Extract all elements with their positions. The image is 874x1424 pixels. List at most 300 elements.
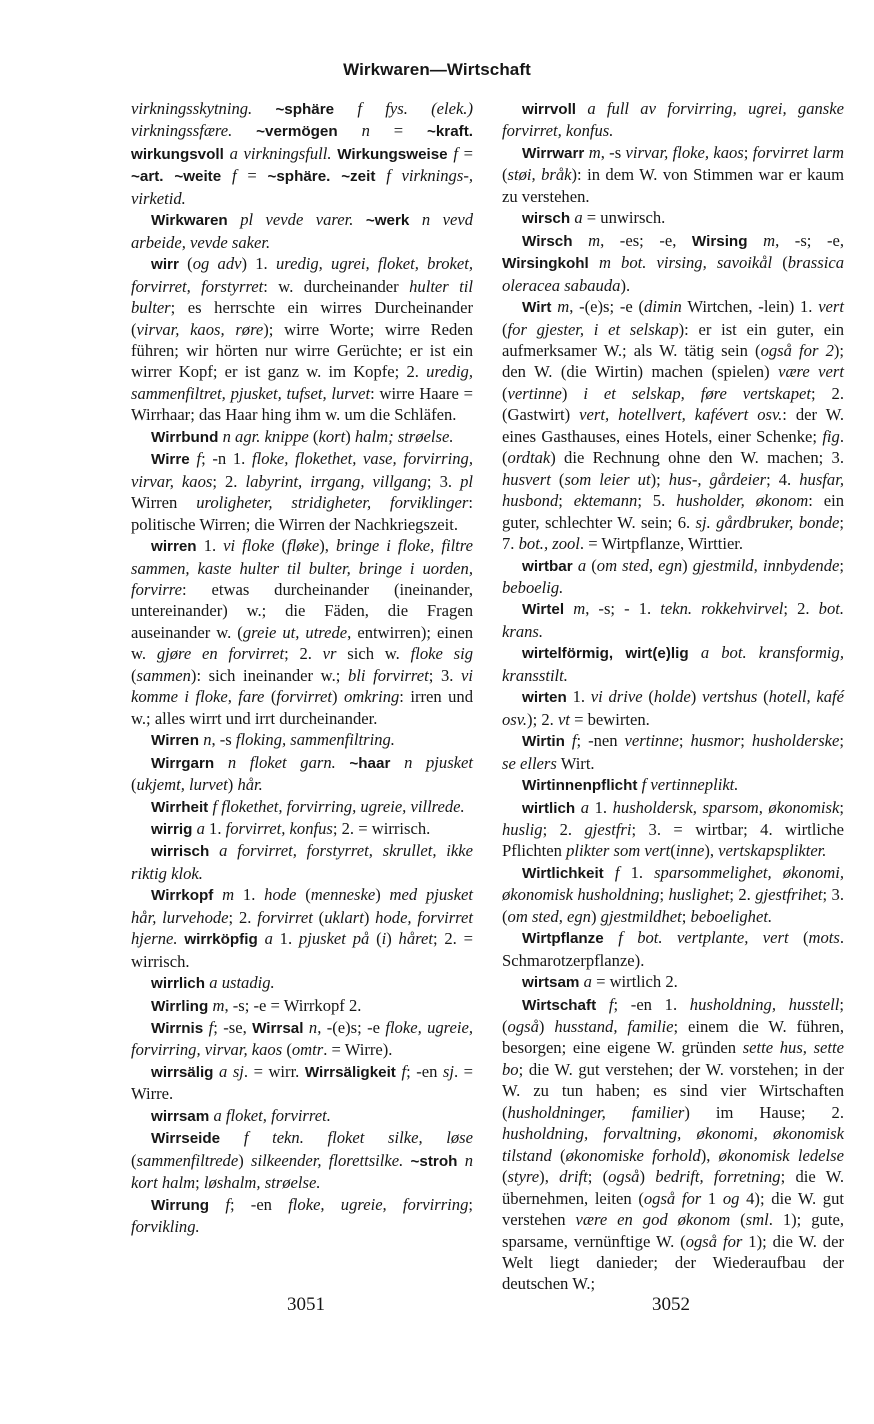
translation-text: floke sig [410,644,473,664]
entry-text: , -(e)s; -e ( [569,297,645,317]
entry-text: ; [839,555,844,575]
translation-text: husholdninger, familier [507,1102,685,1122]
entry-text: ); wirre Worte; wirre Reden führen; wir hörten nur wirre Gerüchte; er ist ein wirrer Kopf; er ist ganz w. im Kopfe; 2. [131,319,473,382]
translation-text: f [225,1194,230,1214]
translation-text: uroligheter, stridigheter, forviklinger [196,493,469,513]
headword: wirrisch [151,843,220,861]
headword: Wirtinnenpflicht [522,777,642,795]
dictionary-entry [502,98,844,142]
entry-text: = [369,121,427,141]
headword: Wirrsäligkeit [304,1063,402,1081]
translation-text: a forvirret, forstyrret, skrullet, ikke riktig klok. [131,841,473,883]
entry-text: 1. [619,862,655,882]
dictionary-entry [131,995,473,1017]
translation-text: a [196,818,205,838]
dictionary-entry [502,774,844,796]
entry-text: : w. durcheinander [263,276,410,296]
headword: ~art. [131,168,175,186]
entry-text: ( [281,536,287,556]
entry-text: ( [502,165,508,185]
translation-text: f [453,143,458,163]
translation-text: omkring [343,687,400,707]
translation-text: sammenfiltrede [136,1150,239,1170]
translation-text: omtr [291,1040,324,1060]
translation-text: også [507,1017,539,1037]
dictionary-entry [502,797,844,862]
dictionary-entry [131,840,473,884]
translation-text: og adv [192,254,242,274]
left-column [131,98,473,1238]
entry-text: ) [639,1167,656,1187]
translation-text: hode, forvirret hjerne. [131,907,474,949]
entry-text: ), [704,841,719,861]
translation-text: forvirret [257,907,319,927]
translation-text: floke, flokethet, vase, forvirring, virvar, kaos [131,449,473,491]
entry-text: ; [839,731,845,751]
headword: Wirkungsweise [337,145,454,163]
translation-text: pl [460,471,473,491]
headword: wirtlich [522,799,581,817]
translation-text: f bot. vertplante, vert [618,928,803,948]
translation-text: forvirret [276,687,333,707]
headword: Wirt [522,299,558,317]
translation-text: som leier ut [564,469,651,489]
entry-text: ) im Hause; 2. [684,1102,844,1122]
translation-text: floke, ugreie, forvirring, virvar, kaos [131,1018,474,1060]
headword: wirrsälig [151,1063,220,1081]
headword: Wirrheit [151,798,213,816]
entry-text: ); [650,469,669,489]
entry-text: : wirre Haare = Wirrhaar; das Haar hing ihm w. um die Schläfen. [131,383,473,425]
translation-text: hår. [237,775,263,795]
translation-text: f [608,994,614,1014]
entry-text: ; -en [406,1061,443,1081]
entry-text: ( [502,383,508,403]
entry-text: : politische Wirren; die Wirren der Nachkriegszeit. [131,493,473,534]
entry-text: ( [802,928,809,948]
entry-text: ): in dem W. von Stimmen war er kaum zu verstehen. [502,165,844,206]
translation-text: f [614,862,620,882]
entry-text: ( [131,1150,137,1170]
translation-text: a bot. kransformig, kransstilt. [502,643,844,685]
dictionary-entry [131,972,473,994]
entry-text: ) [345,426,355,446]
entry-text: , -s; -e, [775,230,844,250]
translation-text: vi drive [590,687,649,707]
translation-text: huslig [502,819,543,839]
entry-text: ). [620,275,631,295]
entry-text: , -s [600,142,626,162]
headword: Wirrbund [151,428,223,446]
entry-text: ; 2. = wirrisch. [131,929,473,971]
translation-text: og [722,1188,740,1208]
dictionary-entry [131,752,473,796]
entry-text: ; 3. [426,471,461,491]
entry-text: 1. [234,885,265,905]
entry-text: ( [502,1167,508,1187]
entry-text: ; [681,906,691,926]
entry-text: ; 2. [284,644,323,664]
headword: ~stroh [410,1152,465,1170]
page-number-right: 3052 [652,1294,690,1315]
entry-text: 4); die W. gut verstehen [502,1188,845,1230]
translation-text: håret [398,929,433,949]
headword: Wirrung [151,1196,226,1214]
entry-text: , -es; -e, [600,230,692,250]
entry-text: ; [468,1194,473,1214]
entry-text: . ( [502,426,844,468]
translation-text: uredig, sammenfiltret, pjusket, tufset, lurvet [131,362,473,403]
translation-text: i et selskap, føre vertskapet [583,383,811,403]
translation-text: n pjusket [404,752,473,772]
translation-text: vertskapsplikter. [718,841,827,861]
entry-text: 1. [589,797,613,817]
entry-text: ( [131,665,137,685]
entry-text: ) [238,1150,252,1170]
translation-text: husholdning, husstell [689,994,840,1014]
entry-text: ( [270,687,277,707]
translation-text: a floket, forvirret. [213,1105,331,1125]
entry-text: ; ( [587,1167,609,1187]
translation-text: gjestmildhet [600,906,682,926]
entry-text: ): sich ineinander w.; [190,665,348,685]
translation-text: beboelighet. [690,906,773,926]
headword: wirr [151,256,188,274]
translation-text: sj. gårdbruker, bonde [695,512,840,532]
entry-text: ; 3. = wirtbar; 4. wirtliche Pflichten [502,819,844,861]
entry-text: ) [363,907,376,927]
translation-text: om sted, egn [596,555,683,575]
headword: Wirsingkohl [502,255,599,273]
translation-text: ukjemt, lurvet [136,775,228,795]
entry-text: ( [305,885,311,905]
entry-text: . = Wirtpflanze, Wirttier. [579,534,744,554]
translation-text: vi floke [223,536,282,556]
headword: Wirtlichkeit [522,864,615,882]
translation-text: også for 2 [760,340,834,360]
translation-text: forvirret larm [752,142,844,162]
translation-text: uklart [324,907,364,927]
entry-text: ; 2. (Gastwirt) [502,383,844,425]
headword: wirrvoll [522,101,588,118]
translation-text: drift [559,1167,588,1187]
dictionary-entry [502,971,844,993]
entry-text: ; einem die W. führen, besorgen; eine eigene W. gründen [502,1017,844,1058]
translation-text: floke, ugreie, forvirring [288,1194,469,1214]
dictionary-entry [131,535,473,729]
entry-text: ) [561,383,584,403]
translation-text: om sted, egn [507,906,591,926]
entry-text: ); 2. [527,709,558,729]
entry-text: ; ( [502,994,844,1037]
translation-text: n vevd arbeide, vevde saker. [131,210,473,252]
entry-text: ; es herrschte ein wirres Durcheinander ( [131,298,473,339]
dictionary-entry [131,1017,473,1061]
running-head: Wirkwaren—Wirtschaft [343,60,531,79]
dictionary-entry [131,1194,473,1238]
dictionary-entry [131,448,473,535]
entry-text: ( [730,1210,746,1230]
translation-text: vert, hotellvert, kafévert osv. [579,405,783,425]
translation-text: a [264,929,273,949]
translation-text: huslighet [668,885,730,905]
translation-text: løshalm, strøelse. [203,1173,321,1193]
dictionary-entry [502,862,844,927]
translation-text: forvikling. [131,1217,200,1237]
translation-text: husmor [690,731,741,751]
entry-text: : der W. eines Gasthauses, eines Hotels, einer Schenke; [502,405,844,446]
dictionary-entry [502,555,844,599]
translation-text: m [763,230,776,250]
translation-text: gjestfrihet [755,885,823,905]
translation-text: menneske [310,885,376,905]
translation-text: a ustadig. [209,973,275,993]
translation-text: i [381,929,387,949]
headword: Wirrseide [151,1130,244,1148]
headword: wirkungsvoll [131,145,230,163]
headword: Wirrnis [151,1020,209,1038]
translation-text: vertinne [507,383,562,403]
translation-text: sette hus, sette bo [502,1038,844,1079]
translation-text: også for [685,1231,743,1251]
translation-text: labyrint, irrgang, villgang [245,471,427,491]
translation-text: n kort halm [131,1150,473,1193]
translation-text: a [577,555,587,575]
translation-text: husholdning, forvaltning, økonomi, økonomisk tilstand [502,1124,844,1165]
right-column [502,98,844,1295]
translation-text: n [308,1018,318,1038]
entry-text: ; 3. [428,665,462,685]
translation-text: styre [507,1167,540,1187]
translation-text: virkningsskytning. [131,99,276,118]
entry-text: = wirtlich 2. [591,972,678,992]
translation-text: for gjester, i et selskap [507,319,679,339]
translation-text: se ellers [502,753,557,773]
translation-text: vt [557,709,570,729]
entry-text: ; 4. [766,469,800,489]
entry-text: ) [590,906,601,926]
entry-text: ) [682,555,693,575]
translation-text: vert [818,297,844,317]
entry-text: ; 2. [228,907,258,927]
headword: wirtsam [522,974,584,992]
translation-text: hotell, kafé osv. [502,687,845,729]
entry-text: ) [375,885,390,905]
entry-text: ; 7. [502,512,844,554]
translation-text: a [583,972,592,992]
translation-text: n agr. knippe [222,426,313,446]
translation-text: vertinne [624,731,679,751]
headword: ~weite [174,168,232,186]
entry-text: = bewirten. [569,709,650,729]
headword: Wirtel [522,601,574,619]
entry-text: = [457,143,473,163]
translation-text: halm; strøelse. [354,426,454,446]
headword: Wirsing [691,232,764,250]
translation-text: husstand, familie [554,1017,674,1037]
entry-text: ( [312,426,319,446]
entry-text: ; [678,731,691,751]
translation-text: gjestfri [584,819,632,839]
headword: Wirrsal [252,1020,309,1038]
dictionary-entry [131,818,473,840]
entry-text: ) [332,687,344,707]
entry-text: ) [386,929,399,949]
entry-text: ; 2. [783,599,819,619]
dictionary-entry [131,426,473,448]
headword: ~kraft. [426,123,473,141]
entry-text: , -s [211,730,236,750]
headword: wirrköpfig [184,931,265,949]
translation-text: økonomiske forhold [565,1145,701,1165]
translation-text: bot. krans. [502,599,844,641]
translation-text: husfar, husbond [502,469,844,511]
translation-text: n [361,121,370,141]
entry-text: ; 2. = wirrisch. [332,818,431,838]
translation-text: være en god økonom [575,1210,731,1230]
entry-text: ; [659,885,669,905]
translation-text: a [574,208,583,228]
headword: Wirren [151,732,204,750]
entry-text: ; [740,731,752,751]
translation-text: støi, bråk [507,165,572,185]
translation-text: hus-, gårdeier [668,469,767,489]
headword: wirtelförmig, wirt(e)lig [522,645,701,663]
translation-text: f [208,1018,214,1038]
entry-text: ( [586,555,597,575]
translation-text: beboelig. [502,577,564,597]
entry-text: ( [187,254,193,274]
translation-text: forvirret, konfus [225,818,333,838]
entry-text: sich w. [336,644,411,664]
translation-text: n floket garn. [227,752,350,772]
entry-text: ( [772,253,788,273]
headword: ~sphäre [275,101,358,118]
entry-text: 1); die W. der Welt liegt danieder; der Wiederaufbau der deutschen W.; [502,1231,844,1294]
headword: Wirtpflanze [522,930,619,948]
entry-text: ; die W. übernehmen, leiten ( [502,1167,844,1208]
dictionary-entry [131,884,473,972]
dictionary-entry [502,230,844,296]
entry-text: ) 1. [241,254,276,274]
entry-text: : etwas durcheinander (ineinander, untereinander) w.; die Fäden, die Fragen auseinander w. ( [131,579,473,642]
entry-text: ; -nen [576,731,625,751]
dictionary-entry [131,98,473,209]
translation-text: m [588,230,601,250]
entry-text: ( [558,469,565,489]
translation-text: gjestmild, innbydende [692,555,840,575]
translation-text: floking, sammenfiltring. [235,730,395,750]
translation-text: husholderske [751,731,840,751]
entry-text: ) [538,1017,555,1037]
headword: Wirsch [522,232,589,250]
translation-text: holde [653,687,691,707]
entry-text: ; -en 1. [613,994,690,1014]
translation-text: m [573,599,586,619]
translation-text: sammen [136,665,191,685]
entry-text: . 1); gute, sparsame, vernünftige W. ( [502,1210,844,1251]
translation-text: husholdersk, sparsom, økonomisk [612,797,840,817]
translation-text: m [588,142,601,162]
entry-text: ; [743,142,753,162]
translation-text: bringe i floke, filtre sammen, kaste hulter til bulter, bringe i uorden, forvirre [131,536,473,599]
headword: wirsch [522,210,575,228]
entry-text: , -s; - 1. [585,599,661,619]
translation-text: sparsommelighet, økonomi, økonomisk husholdning [502,862,844,905]
translation-text: f [232,166,237,186]
entry-text: 1. [203,536,224,556]
dictionary-entry [131,1127,473,1193]
entry-text: ( [131,775,137,795]
dictionary-entry [131,796,473,818]
headword: Wirtschaft [522,996,609,1014]
dictionary-entry [131,1061,473,1105]
entry-text: , entwirren); einen w. [131,622,473,664]
translation-text: m [212,995,225,1015]
translation-text: f vertinneplikt. [641,775,739,795]
translation-text: m [557,297,570,317]
entry-text: ; 3. ( [502,885,844,926]
entry-text: ( [282,1040,292,1060]
entry-text: ; -en [229,1194,289,1214]
headword: ~werk [365,212,422,230]
dictionary-entry [131,1105,473,1127]
dictionary-entry [502,730,844,774]
headword: ~haar [349,754,405,772]
entry-text: . = Wirre. [131,1061,473,1104]
entry-text: ), [700,1145,719,1165]
headword: Wirrwarr [522,144,589,162]
translation-text: ordtak [507,448,551,468]
translation-text: vi komme i floke, fare [131,665,474,707]
entry-text: ): er ist ein guter, ein aufmerksamer W.; als W. tätig sein ( [502,319,844,360]
translation-text: a [580,797,590,817]
entry-text: : ein guter, schlechter W. sein; 6. [502,491,844,532]
translation-text: sml [745,1210,769,1230]
headword: Wirrgarn [151,754,228,772]
entry-text: 1. [204,818,226,838]
translation-text: a sj [219,1061,244,1081]
translation-text: f tekn. floket silke, løse [243,1128,473,1148]
entry-text: ( [376,929,382,949]
entry-text: ; 2. [212,471,246,491]
entry-text: Wirt. [556,753,595,773]
translation-text: hulter til bulter [131,276,474,318]
entry-text: ( [648,687,654,707]
entry-text: 1. [572,687,591,707]
translation-text: husvert [502,469,559,489]
entry-text: ( [502,319,508,339]
translation-text: f virknings-, virketid. [131,166,473,208]
translation-text: uredig, ugrei, floket, broket, forvirret, forstyrret [131,254,474,296]
translation-text: a virkningsfull. [229,143,338,163]
entry-text: ), [539,1167,560,1187]
translation-text: hode [264,885,306,905]
headword: Wirtin [522,733,572,751]
entry-text: ( [560,1145,566,1165]
translation-text: f [571,731,577,751]
translation-text: vr [322,644,337,664]
entry-text: ) [227,775,238,795]
translation-text: økonomisk ledelse [718,1145,844,1165]
translation-text: m [222,885,235,905]
translation-text: sj [442,1061,454,1081]
translation-text: fløke [286,536,320,556]
translation-text: plikter som vert [566,841,671,861]
headword: ~sphäre. ~zeit [267,168,387,186]
translation-text: fig [822,426,840,446]
translation-text: brassica oleracea sabauda [502,253,844,295]
